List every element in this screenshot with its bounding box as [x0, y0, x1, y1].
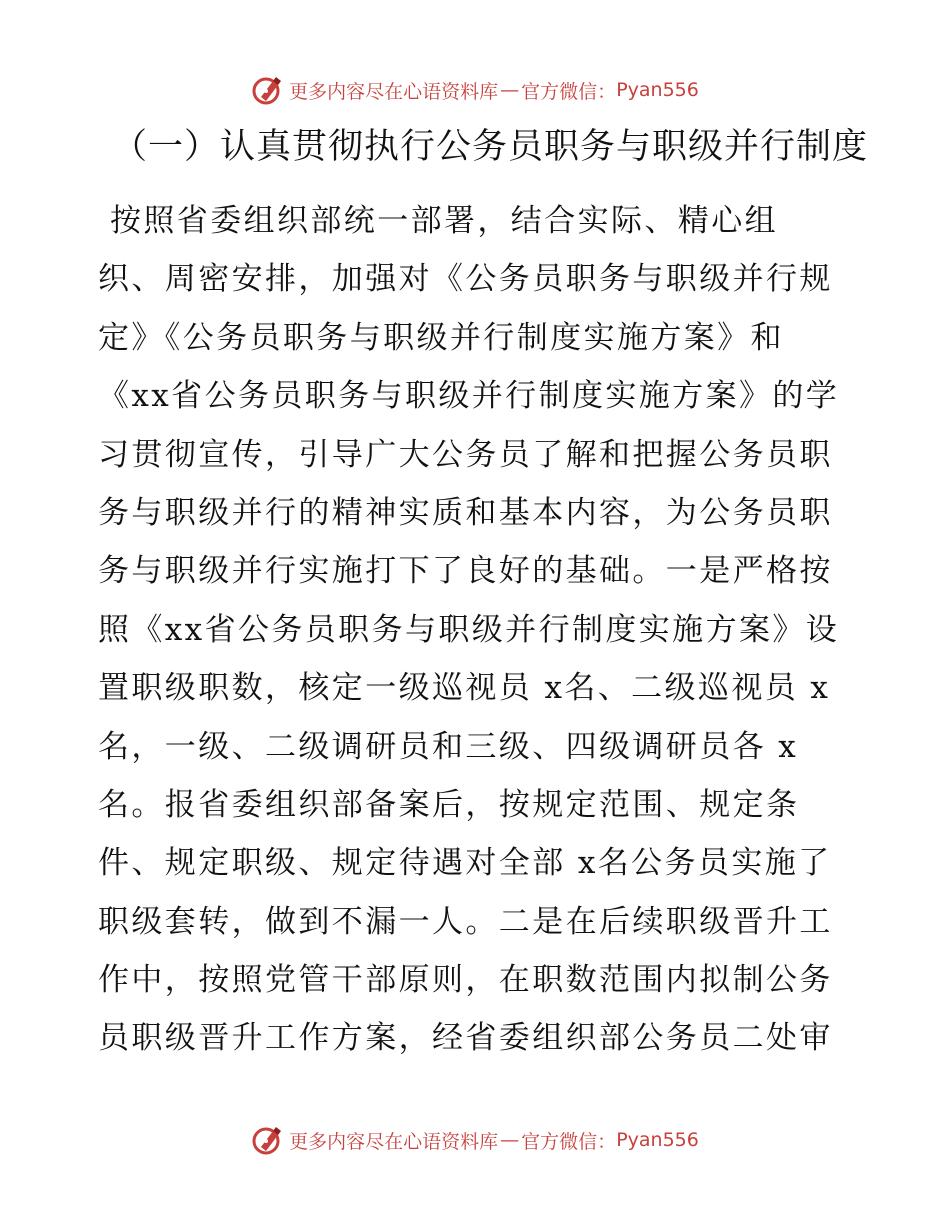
section-heading: （一）认真贯彻执行公务员职务与职级并行制度 [112, 127, 869, 167]
text-line: 置职级职数，核定一级巡视员 x名、二级巡视员 x [98, 670, 831, 707]
watermark-separator: — [500, 1129, 520, 1151]
pen-nib-logo-icon [251, 73, 285, 107]
watermark-account: Pyan556 [616, 1129, 699, 1151]
text-line: 务与职级并行的精神实质和基本内容，为公务员职 [98, 494, 833, 531]
text-line: 名，一级、二级调研员和三级、四级调研员各 x [98, 728, 799, 765]
text-line: 职级套转，做到不漏一人。二是在后续职级晋升工 [98, 903, 833, 940]
text-line: 习贯彻宣传，引导广大公务员了解和把握公务员职 [98, 436, 833, 473]
text-line: 作中，按照党管干部原则，在职数范围内拟制公务 [98, 962, 833, 999]
text-line: 按照省委组织部统一部署，结合实际、精心组 [110, 203, 778, 239]
watermark-text: 更多内容尽在心语资料库 [289, 80, 499, 103]
text-line: 员职级晋升工作方案，经省委组织部公务员二处审 [98, 1020, 833, 1057]
text-line: 织、周密安排，加强对《公务员职务与职级并行规 [98, 261, 833, 298]
watermark-account: Pyan556 [616, 79, 699, 101]
watermark-separator: — [500, 79, 520, 101]
body-paragraph [98, 192, 868, 1068]
header-watermark [0, 70, 950, 110]
pen-nib-logo-icon [251, 1123, 285, 1157]
text-line: 务与职级并行实施打下了良好的基础。一是严格按 [98, 553, 833, 590]
text-line: 件、规定职级、规定待遇对全部 x名公务员实施了 [98, 845, 832, 882]
watermark-text: 更多内容尽在心语资料库 [289, 1130, 499, 1153]
watermark-wechat-label: 官方微信： [521, 80, 617, 103]
text-line: 名。报省委组织部备案后，按规定范围、规定条 [98, 786, 800, 823]
watermark-wechat-label: 官方微信： [521, 1130, 617, 1153]
text-line: 照《xx省公务员职务与职级并行制度实施方案》设 [98, 611, 840, 648]
footer-watermark [0, 1120, 950, 1160]
text-line: 《xx省公务员职务与职级并行制度实施方案》的学 [98, 378, 840, 415]
text-line: 定》《公务员职务与职级并行制度实施方案》和 [98, 319, 784, 356]
